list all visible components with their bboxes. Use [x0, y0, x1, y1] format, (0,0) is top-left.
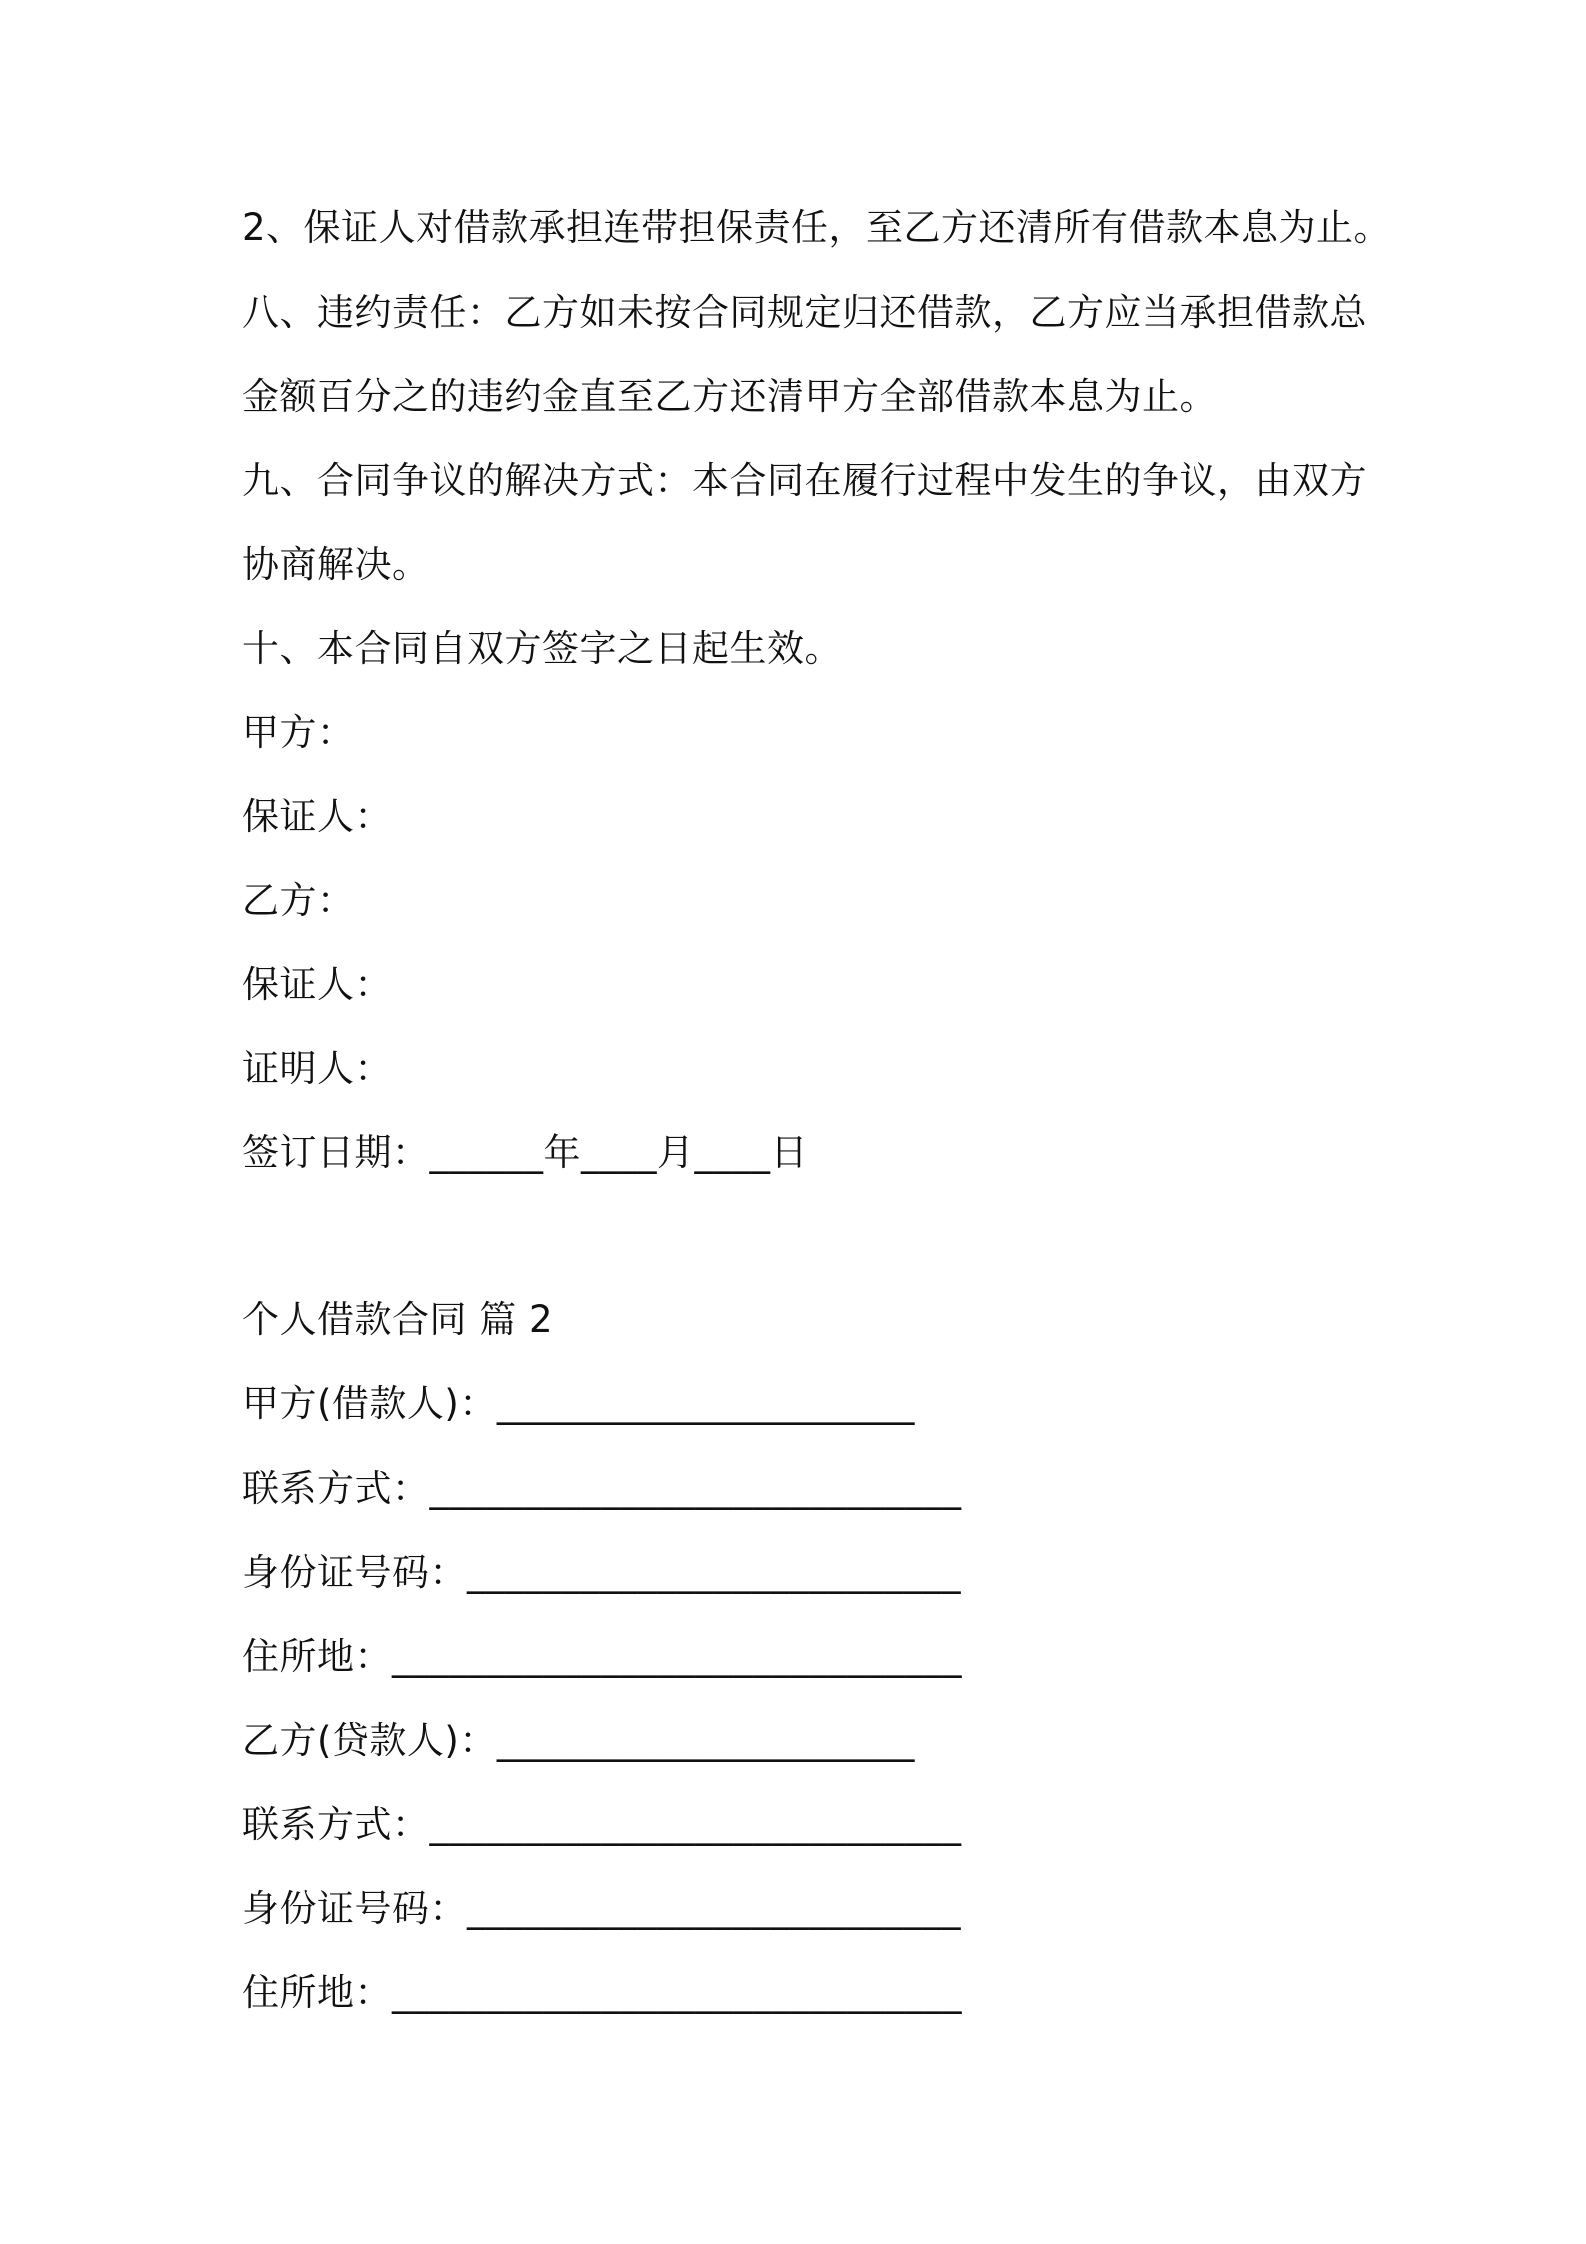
clause-8-line-2: 金额百分之的违约金直至乙方还清甲方全部借款本息为止。	[242, 375, 1217, 418]
section-2-title: 个人借款合同 篇 2	[242, 1298, 554, 1341]
signature-party-a: 甲方：	[242, 711, 355, 754]
signature-witness: 证明人：	[242, 1047, 392, 1090]
clause-2-guarantor: 2、保证人对借款承担连带担保责任，至乙方还清所有借款本息为止。	[242, 206, 1392, 249]
party-a-borrower-field: 甲方(借款人)：______________________	[242, 1382, 915, 1425]
party-a-id-field: 身份证号码：__________________________	[242, 1551, 961, 1594]
clause-9-line-2: 协商解决。	[242, 543, 430, 586]
party-b-address-field: 住所地：______________________________	[242, 1971, 962, 2014]
party-b-id-field: 身份证号码：__________________________	[242, 1887, 961, 1930]
signature-date: 签订日期：______年____月____日	[242, 1131, 808, 1174]
clause-8-line-1: 八、违约责任：乙方如未按合同规定归还借款，乙方应当承担借款总	[242, 291, 1367, 334]
party-a-contact-field: 联系方式：____________________________	[242, 1467, 962, 1510]
clause-9-line-1: 九、合同争议的解决方式：本合同在履行过程中发生的争议，由双方	[242, 459, 1367, 502]
party-a-address-field: 住所地：______________________________	[242, 1635, 962, 1678]
signature-guarantor-b: 保证人：	[242, 963, 392, 1006]
clause-10: 十、本合同自双方签字之日起生效。	[242, 627, 842, 670]
signature-guarantor-a: 保证人：	[242, 795, 392, 838]
signature-party-b: 乙方：	[242, 879, 355, 922]
party-b-contact-field: 联系方式：____________________________	[242, 1803, 962, 1846]
party-b-lender-field: 乙方(贷款人)：______________________	[242, 1719, 915, 1762]
